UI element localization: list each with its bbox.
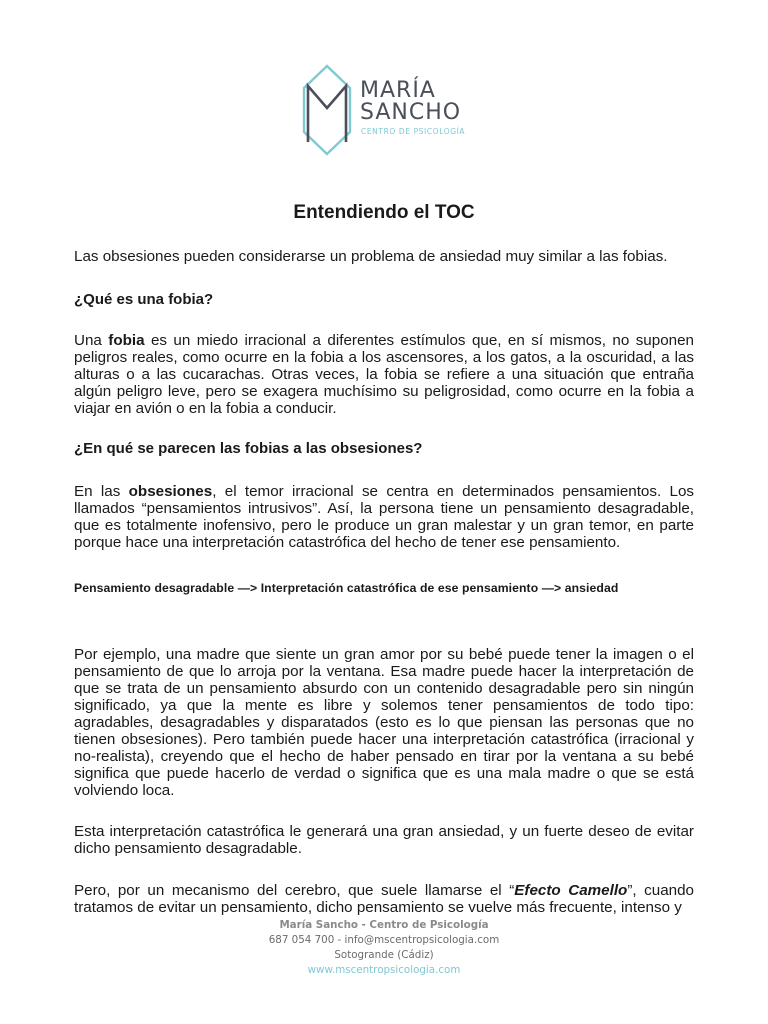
brand-name-line1: MARÍA: [360, 78, 436, 103]
logo-mark-icon: [302, 64, 352, 156]
page-footer: [0, 918, 768, 978]
document-title: Entendiendo el TOC: [293, 202, 475, 223]
camel-effect-paragraph: Pero, por un mecanismo del cerebro, que suele llamarse el “Efecto Camello”, cuando tratamos de evitar un pensamiento, dicho pensamiento se vuelve más frecuente, intenso y: [74, 882, 695, 916]
obsesiones-paragraph: En las obsesiones, el temor irracional se centra en determinados pensamientos. Los llamados “pensamientos intrusivos”. Así, la persona tiene un pensamiento desagradable, que es totalmente inofensivo, pero le produce un gran malestar y un gran temor, en parte porque hace una interpretación catastrófica del hecho de tener ese pensamiento.: [74, 483, 694, 551]
formula-line: Pensamiento desagradable —> Interpretación catastrófica de ese pensamiento —> ansiedad: [74, 581, 619, 595]
bold-term-efecto-camello: Efecto Camello: [514, 882, 628, 899]
footer-location: Sotogrande (Cádiz): [334, 949, 434, 961]
bold-term-fobia: fobia: [108, 332, 145, 349]
footer-name: María Sancho - Centro de Psicología: [279, 919, 489, 931]
intro-paragraph: Las obsesiones pueden considerarse un problema de ansiedad muy similar a las fobias.: [74, 248, 668, 265]
brand-name-line2: SANCHO: [360, 100, 462, 125]
consequence-paragraph: Esta interpretación catastrófica le generará una gran ansiedad, y un fuerte deseo de evitar dicho pensamiento desagradable.: [74, 823, 694, 857]
section-heading-comparison: ¿En qué se parecen las fobias a las obsesiones?: [74, 440, 423, 457]
brand-subtitle: CENTRO DE PSICOLOGÍA: [361, 127, 466, 136]
footer-contact: 687 054 700 - info@mscentropsicologia.com: [268, 934, 500, 946]
footer-website-link[interactable]: www.mscentropsicologia.com: [307, 964, 461, 976]
brand-logo: [298, 62, 478, 157]
bold-term-obsesiones: obsesiones: [128, 483, 213, 500]
example-paragraph: Por ejemplo, una madre que siente un gran amor por su bebé puede tener la imagen o el pensamiento de que lo arroja por la ventana. Esa madre puede hacer la interpretación de que se trata de un pensamiento absurdo con un contenido desagradable pero sin ningún significado, ya que la mente es libre y solemos tener pensamientos de todo tipo: agradables, desagradables y disparatados (esto es lo que piensan las personas que no tienen obsesiones). Pero también puede hacer una interpretación catastrófica (irracional y no-realista), creyendo que el hecho de haber pensado en tirar por la ventana a su bebé significa que puede hacerlo de verdad o significa que es una mala madre o que se está volviendo loca.: [74, 646, 694, 799]
fobia-paragraph: Una fobia es un miedo irracional a diferentes estímulos que, en sí mismos, no suponen peligros reales, como ocurre en la fobia a los ascensores, a los gatos, a la oscuridad, a las alturas o a las cucarachas. Otras veces, la fobia se refiere a una situación que entraña algún peligro leve, pero se exagera muchísimo su peligrosidad, como ocurre en la fobia a viajar en avión o en la fobia a conducir.: [74, 332, 694, 417]
section-heading-fobia: ¿Qué es una fobia?: [74, 291, 214, 308]
